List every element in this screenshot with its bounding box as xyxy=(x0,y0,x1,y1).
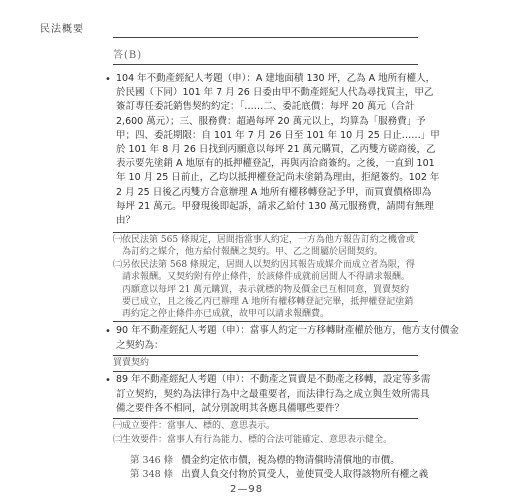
q1-answer-line: 要已成立，且之後乙丙已辦理 A 地所有權移轉登記完畢，抵押權登記塗銷 xyxy=(113,297,414,308)
q1-text xyxy=(116,72,440,228)
divider-q2-end xyxy=(113,371,418,372)
q1-line: 每坪 21 萬元。甲發現後即起訴，請求乙給付 130 萬元服務費，請問有無理 xyxy=(116,200,434,212)
q3-answer-line: ㈡生效要件：當事人有行為能力、標的合法可能確定、意思表示健全。 xyxy=(113,435,393,445)
q1-answer xyxy=(113,234,415,321)
q1-line: 104 年不動產經紀人考題（申）：A 建地面積 130 坪，乙為 A 地所有權人， xyxy=(116,73,436,84)
divider-q1 xyxy=(113,232,418,233)
divider-q1-end xyxy=(113,321,418,322)
q1-answer-line: ㈡另依民法第 568 條規定，居間人以契約因其報告成媒介而成立者為限，得 xyxy=(113,259,415,270)
q3-line: 89 年不動產經紀人考題（申）：不動產之買賣是不動產之移轉，設定等多需 xyxy=(116,374,431,385)
q2-line: 之契約為： xyxy=(116,339,164,351)
article-text: 出賣人負交付物於買受人，並使買受人取得該物所有權之義 xyxy=(181,469,429,480)
q1-line: 於民國（下同）101 年 7 月 26 日委由甲不動產經紀人代為尋找買主，甲乙 xyxy=(116,87,434,99)
q2-bullet: • xyxy=(105,326,111,337)
q1-bullet: • xyxy=(105,74,111,85)
q2-answer: 買賣契約 xyxy=(113,358,150,368)
article-number: 第 348 條 xyxy=(130,469,174,480)
q1-answer-line: 再約定之停止條件亦已成就，故甲可以請求報酬費。 xyxy=(113,309,330,320)
q1-line: 甲；四、委託期限：自 101 年 7 月 26 日至 101 年 10 月 25 日止……」甲 xyxy=(116,129,440,141)
q1-answer-line: 丙願意以每坪 21 萬元購買，表示就標的物及價金已互相同意，買賣契約 xyxy=(113,284,410,295)
q1-answer-line: 為訂約之媒介，他方給付報酬之契約。甲、乙之間屬於居間契約。 xyxy=(113,247,384,258)
q3-answer-line: ㈠成立要件：當事人、標的、意思表示。 xyxy=(113,421,276,431)
q1-line: 2,600 萬元）；三、服務費：超過每坪 20 萬元以上，均算為「服務費」予 xyxy=(116,115,426,127)
q3-answer xyxy=(113,419,392,447)
article-number: 第 346 條 xyxy=(130,455,174,466)
q1-line: 年 10 月 25 日前止，乙均以抵押權登記尚未塗銷為理由，拒絕簽約。102 年 xyxy=(116,172,440,184)
answer-label: 答(B) xyxy=(113,50,143,61)
q1-line: 由？ xyxy=(116,215,136,227)
q1-line: 於 101 年 8 月 26 日找到丙願意以每坪 21 萬元購買，乙丙雙方磋商後，乙 xyxy=(116,144,436,156)
q3-line: 訂立契約，契約為法律行為中之最重要者，而法律行為之成立與生效所需具 xyxy=(116,388,430,400)
divider-top xyxy=(113,37,418,38)
q1-answer-line: ㈠依民法第 565 條規定，居間指當事人約定，一方為他方報告訂約之機會或 xyxy=(113,235,415,245)
divider-answer xyxy=(113,64,418,65)
q3-line: 備之要件各不相同，試分別說明其各應具備哪些要件？ xyxy=(116,403,345,415)
page-number: 2—98 xyxy=(230,484,264,495)
q2-line: 90 年不動產經紀人考題（申）：當事人約定一方移轉財產權於他方，他方支付價金 xyxy=(116,325,459,336)
q3-text xyxy=(116,373,430,417)
q1-line: 表示要先塗銷 A 地原有的抵押權登記，再與丙洽商簽約。之後，一直到 101 xyxy=(116,158,435,170)
article-text: 價金約定依市價，視為標的物清償時清償地的市價。 xyxy=(181,455,400,466)
article-item xyxy=(130,466,428,480)
q1-answer-line: 請求報酬。又契約附有停止條件，於該條件成就前居間人不得請求報酬。 xyxy=(113,272,411,283)
article-item xyxy=(130,452,400,466)
divider-q2 xyxy=(113,355,418,356)
q3-bullet: • xyxy=(105,375,111,386)
running-header: 民法概要 xyxy=(40,24,84,35)
q1-line: 簽訂專任委託銷售契約約定：「……二、委託底價：每坪 20 萬元（合計 xyxy=(116,101,415,113)
q1-line: 2 月 25 日後乙丙雙方合意辦理 A 地所有權移轉登記予甲，而買賣價格即為 xyxy=(116,186,432,198)
q2-text xyxy=(116,324,459,353)
